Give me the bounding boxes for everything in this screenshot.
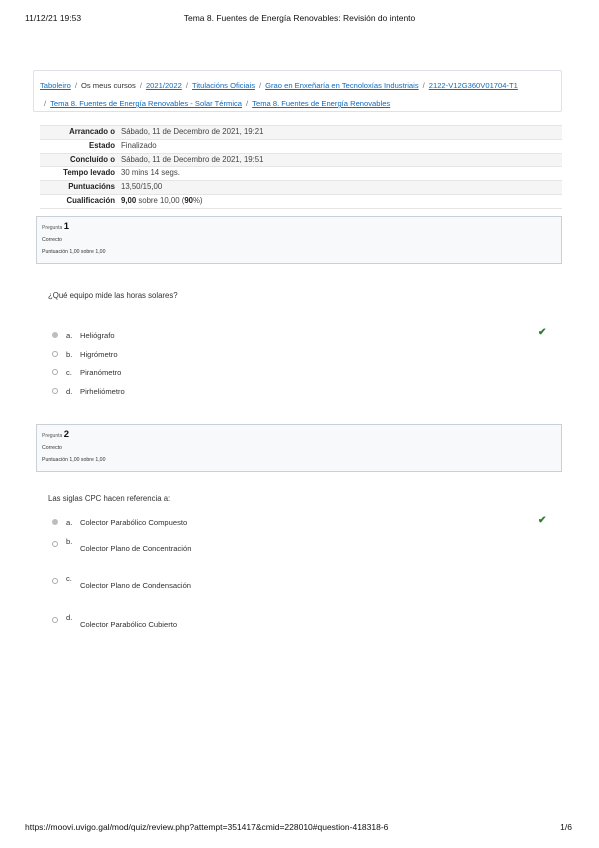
breadcrumb-taboleiro[interactable]: Taboleiro	[40, 81, 71, 90]
radio-button[interactable]	[52, 332, 58, 338]
question-prefix: Pregunta	[42, 225, 63, 231]
breadcrumb-separator: /	[185, 81, 188, 90]
radio-button[interactable]	[52, 617, 58, 623]
option-letter: c.	[66, 368, 72, 377]
option-text: Colector Parabólico Compuesto	[80, 518, 188, 527]
summary-value: Finalizado	[121, 140, 157, 150]
breadcrumb	[33, 70, 562, 112]
summary-row-completed	[40, 153, 562, 167]
question-text-2: Las siglas CPC hacen referencia a:	[48, 494, 171, 503]
answer-option[interactable]	[52, 537, 312, 556]
breadcrumb-year[interactable]: 2021/2022	[145, 81, 182, 90]
check-icon: ✔	[538, 327, 547, 338]
summary-label: Tempo levado	[63, 168, 115, 178]
question-text-1: ¿Qué equipo mide las horas solares?	[48, 291, 178, 300]
option-text: Colector Plano de Concentración	[80, 544, 192, 553]
question-mark: Puntuación 1,00 sobre 1,00	[42, 249, 106, 255]
summary-label: Concluído o	[69, 154, 115, 164]
breadcrumb-quiz[interactable]: Tema 8. Fuentes de Energía Renovables	[252, 99, 391, 108]
radio-button[interactable]	[52, 369, 58, 375]
answer-option[interactable]	[52, 518, 312, 530]
summary-value: Sábado, 11 de Decembro de 2021, 19:21	[121, 127, 264, 136]
radio-button[interactable]	[52, 519, 58, 525]
summary-label: Estado	[89, 140, 115, 150]
option-text: Higrómetro	[80, 350, 118, 359]
breadcrumb-official-degrees[interactable]: Titulacións Oficiais	[191, 81, 255, 90]
print-header	[0, 13, 599, 27]
option-letter: d.	[66, 613, 73, 622]
summary-row-time	[40, 166, 562, 180]
option-letter: b.	[66, 537, 73, 546]
breadcrumb-separator: /	[422, 81, 425, 90]
summary-row-grade	[40, 194, 562, 209]
answer-option[interactable]	[52, 574, 312, 593]
option-letter: a.	[66, 518, 73, 527]
question-mark: Puntuación 1,00 sobre 1,00	[42, 457, 106, 463]
breadcrumb-separator: /	[246, 99, 249, 108]
option-text: Colector Plano de Condensación	[80, 581, 192, 590]
print-datetime: 11/12/21 19:53	[25, 13, 82, 23]
summary-value: Sábado, 11 de Decembro de 2021, 19:51	[121, 154, 264, 164]
question-info-2	[36, 424, 562, 472]
question-number-value: 2	[63, 429, 69, 440]
breadcrumb-separator: /	[139, 81, 142, 90]
breadcrumb-section[interactable]: Tema 8. Fuentes de Energía Renovables - Solar Térmica	[50, 99, 243, 108]
question-info-1	[36, 216, 562, 264]
option-letter: b.	[66, 350, 73, 359]
option-letter: a.	[66, 331, 73, 340]
grade-score: 9,00	[121, 195, 137, 205]
question-number	[42, 429, 556, 442]
summary-label: Cualificación	[66, 195, 115, 205]
grade-percent: 90	[184, 195, 193, 205]
radio-button[interactable]	[52, 578, 58, 584]
answer-option[interactable]	[52, 613, 312, 632]
summary-value: 30 mins 14 segs.	[121, 168, 180, 178]
option-letter: d.	[66, 387, 73, 396]
summary-row-state	[40, 139, 562, 153]
breadcrumb-my-courses: Os meus cursos	[80, 81, 136, 90]
summary-row-started	[40, 125, 562, 139]
option-letter: c.	[66, 574, 72, 583]
print-page-number: 1/6	[560, 822, 572, 832]
grade-out-of: sobre 10,00 (	[136, 195, 185, 205]
answer-option[interactable]	[52, 331, 252, 343]
option-text: Heliógrafo	[80, 331, 115, 340]
question-number	[42, 221, 556, 234]
summary-label: Arrancado o	[69, 127, 115, 136]
summary-value	[121, 195, 203, 208]
answer-option[interactable]	[52, 368, 252, 380]
breadcrumb-degree[interactable]: Grao en Enxeñaría en Tecnoloxías Industriais	[265, 81, 419, 90]
breadcrumb-separator: /	[74, 81, 77, 90]
attempt-summary-table	[40, 125, 562, 209]
question-state: Correcto	[42, 445, 62, 451]
question-prefix: Pregunta	[42, 433, 63, 439]
print-url: https://moovi.uvigo.gal/mod/quiz/review.php?attempt=351417&cmid=228010#question-418318-6	[25, 822, 389, 832]
question-number-value: 1	[63, 221, 69, 232]
answer-option[interactable]	[52, 350, 252, 362]
radio-button[interactable]	[52, 541, 58, 547]
radio-button[interactable]	[52, 388, 58, 394]
grade-percent-close: %)	[193, 195, 203, 205]
option-text: Piranómetro	[80, 368, 122, 377]
print-title: Tema 8. Fuentes de Energía Renovables: Revisión do intento	[183, 13, 416, 23]
breadcrumb-course-code[interactable]: 2122-V12G360V01704-T1	[428, 81, 518, 90]
radio-button[interactable]	[52, 351, 58, 357]
check-icon: ✔	[538, 515, 547, 526]
summary-label: Puntuacións	[68, 182, 115, 192]
breadcrumb-separator: /	[44, 99, 47, 108]
option-text: Pirheliómetro	[80, 387, 125, 396]
question-state: Correcto	[42, 237, 62, 243]
summary-row-marks	[40, 180, 562, 194]
answer-option[interactable]	[52, 387, 252, 399]
summary-value: 13,50/15,00	[121, 182, 163, 192]
option-text: Colector Parabólico Cubierto	[80, 620, 178, 629]
breadcrumb-separator: /	[259, 81, 262, 90]
